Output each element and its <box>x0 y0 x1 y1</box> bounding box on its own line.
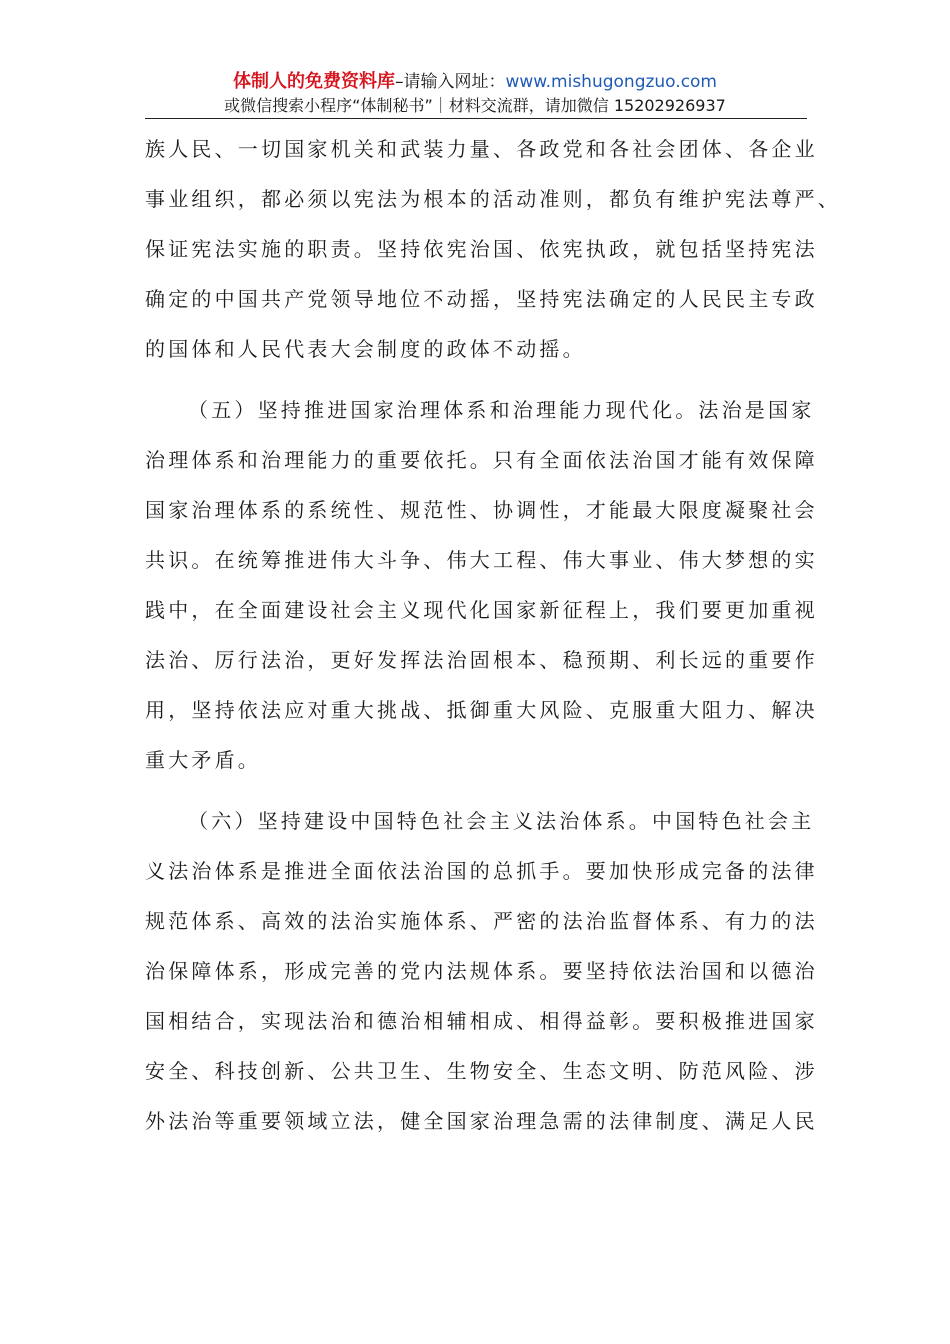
document-body <box>145 124 841 1146</box>
text-line: 治保障体系，形成完善的党内法规体系。要坚持依法治国和以德治 <box>145 959 818 983</box>
text-line: 的国体和人民代表大会制度的政体不动摇。 <box>145 337 586 361</box>
text-line: 规范体系、高效的法治实施体系、严密的法治监督体系、有力的法 <box>145 909 818 933</box>
text-line: 保证宪法实施的职责。坚持依宪治国、依宪执政，就包括坚持宪法 <box>145 237 818 261</box>
text-line: 国相结合，实现法治和德治相辅相成、相得益彰。要积极推进国家 <box>145 1009 818 1033</box>
text-line: 法治、厉行法治，更好发挥法治固根本、稳预期、利长远的重要作 <box>145 648 818 672</box>
url-prompt: –请输入网址： <box>394 72 506 92</box>
text-line: 国家治理体系的系统性、规范性、协调性，才能最大限度凝聚社会 <box>145 498 818 522</box>
text-line: 治理体系和治理能力的重要依托。只有全面依法治国才能有效保障 <box>145 448 818 472</box>
paragraph-2 <box>145 385 818 785</box>
page-header <box>145 70 805 118</box>
header-contact-line: 或微信搜索小程序“体制秘书”｜材料交流群，请加微信 15202926937 <box>224 96 726 115</box>
text-line: 确定的中国共产党领导地位不动摇，坚持宪法确定的人民民主专政 <box>145 287 818 311</box>
text-line: 践中，在全面建设社会主义现代化国家新征程上，我们要更加重视 <box>145 598 818 622</box>
text-line: 外法治等重要领域立法，健全国家治理急需的法律制度、满足人民 <box>145 1109 818 1133</box>
text-line: 事业组织，都必须以宪法为根本的活动准则，都负有维护宪法尊严、 <box>145 187 841 211</box>
header-promo-line <box>145 70 805 94</box>
text-line: 用，坚持依法应对重大挑战、抵御重大风险、克服重大阻力、解决 <box>145 698 818 722</box>
text-line: 重大矛盾。 <box>145 748 261 772</box>
header-divider <box>145 118 807 119</box>
paragraph-1 <box>145 124 841 374</box>
text-line: 安全、科技创新、公共卫生、生物安全、生态文明、防范风险、涉 <box>145 1059 818 1083</box>
text-line: （五）坚持推进国家治理体系和治理能力现代化。法治是国家 <box>188 398 815 422</box>
paragraph-3 <box>145 796 818 1146</box>
website-link[interactable]: www.mishugongzuo.com <box>505 72 717 92</box>
text-line: 义法治体系是推进全面依法治国的总抓手。要加快形成完备的法律 <box>145 859 818 883</box>
text-line: 族人民、一切国家机关和武装力量、各政党和各社会团体、各企业 <box>145 137 818 161</box>
text-line: （六）坚持建设中国特色社会主义法治体系。中国特色社会主 <box>188 809 815 833</box>
text-line: 共识。在统筹推进伟大斗争、伟大工程、伟大事业、伟大梦想的实 <box>145 548 818 572</box>
brand-text: 体制人的免费资料库 <box>232 71 395 92</box>
